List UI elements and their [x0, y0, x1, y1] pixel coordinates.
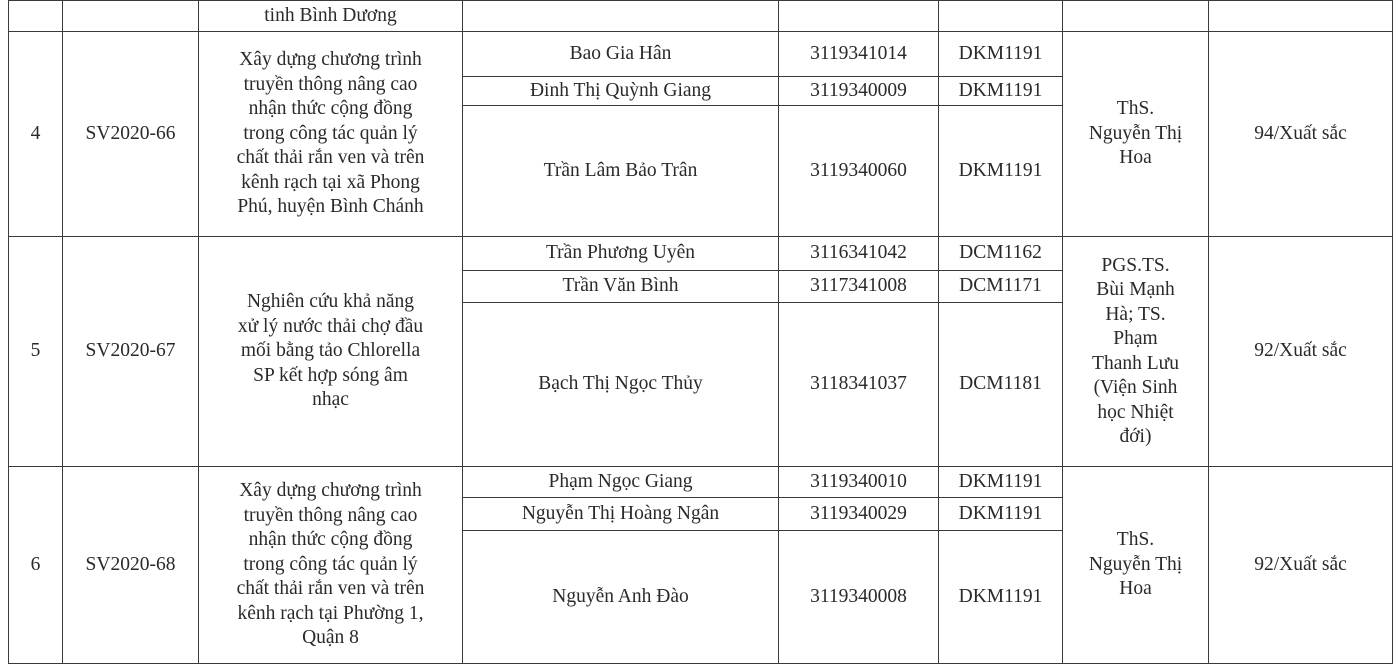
student-name: Trần Phương Uyên	[463, 237, 779, 271]
student-id: 3119341014	[779, 32, 939, 77]
student-id: 3119340029	[779, 498, 939, 531]
student-name: Trần Lâm Bảo Trân	[463, 106, 779, 237]
title-cell: tinh Bình Dương	[199, 1, 463, 32]
student-class: DKM1191	[939, 32, 1063, 77]
title-cell: Xây dựng chương trình truyền thông nâng cao nhận thức cộng đồng trong công tác quản lý chất thải rắn ven và trên kênh rạch tại Phường 1, Quận 8	[199, 467, 463, 664]
student-name: Bao Gia Hân	[463, 32, 779, 77]
result-cell: 92/Xuất sắc	[1209, 237, 1393, 467]
student-id: 3118341037	[779, 303, 939, 467]
student-id: 3119340009	[779, 77, 939, 106]
result-cell: 94/Xuất sắc	[1209, 32, 1393, 237]
student-name: Phạm Ngọc Giang	[463, 467, 779, 498]
student-class: DKM1191	[939, 106, 1063, 237]
student-name: Nguyễn Anh Đào	[463, 531, 779, 664]
no-cell: 5	[9, 237, 63, 467]
student-name: Bạch Thị Ngọc Thủy	[463, 303, 779, 467]
student-id: 3119340060	[779, 106, 939, 237]
student-class: DCM1171	[939, 271, 1063, 303]
advisor-cell: PGS.TS. Bùi Mạnh Hà; TS. Phạm Thanh Lưu (Viện Sinh học Nhiệt đới)	[1063, 237, 1209, 467]
student-id: 3116341042	[779, 237, 939, 271]
student-class: DKM1191	[939, 498, 1063, 531]
student-name: Đinh Thị Quỳnh Giang	[463, 77, 779, 106]
student-name: Nguyễn Thị Hoàng Ngân	[463, 498, 779, 531]
student-name: Trần Văn Bình	[463, 271, 779, 303]
code-cell: SV2020-66	[63, 32, 199, 237]
student-class: DKM1191	[939, 77, 1063, 106]
title-cell: Nghiên cứu khả năng xử lý nước thải chợ đầu mối bằng tảo Chlorella SP kết hợp sóng âm nhạc	[199, 237, 463, 467]
result-cell: 92/Xuất sắc	[1209, 467, 1393, 664]
student-class: DCM1162	[939, 237, 1063, 271]
student-class: DKM1191	[939, 531, 1063, 664]
student-id: 3119340008	[779, 531, 939, 664]
title-cell: Xây dựng chương trình truyền thông nâng cao nhận thức cộng đồng trong công tác quản lý chất thải rắn ven và trên kênh rạch tại xã Phong Phú, huyện Bình Chánh	[199, 32, 463, 237]
student-class: DCM1181	[939, 303, 1063, 467]
table-row-continued	[9, 1, 1393, 32]
code-cell: SV2020-68	[63, 467, 199, 664]
table-row	[9, 32, 1393, 77]
no-cell: 6	[9, 467, 63, 664]
no-cell: 4	[9, 32, 63, 237]
table-row	[9, 467, 1393, 498]
student-id: 3119340010	[779, 467, 939, 498]
advisor-cell: ThS. Nguyễn Thị Hoa	[1063, 32, 1209, 237]
projects-table	[8, 0, 1393, 664]
code-cell: SV2020-67	[63, 237, 199, 467]
student-id: 3117341008	[779, 271, 939, 303]
table-row	[9, 237, 1393, 271]
student-class: DKM1191	[939, 467, 1063, 498]
advisor-cell: ThS. Nguyễn Thị Hoa	[1063, 467, 1209, 664]
